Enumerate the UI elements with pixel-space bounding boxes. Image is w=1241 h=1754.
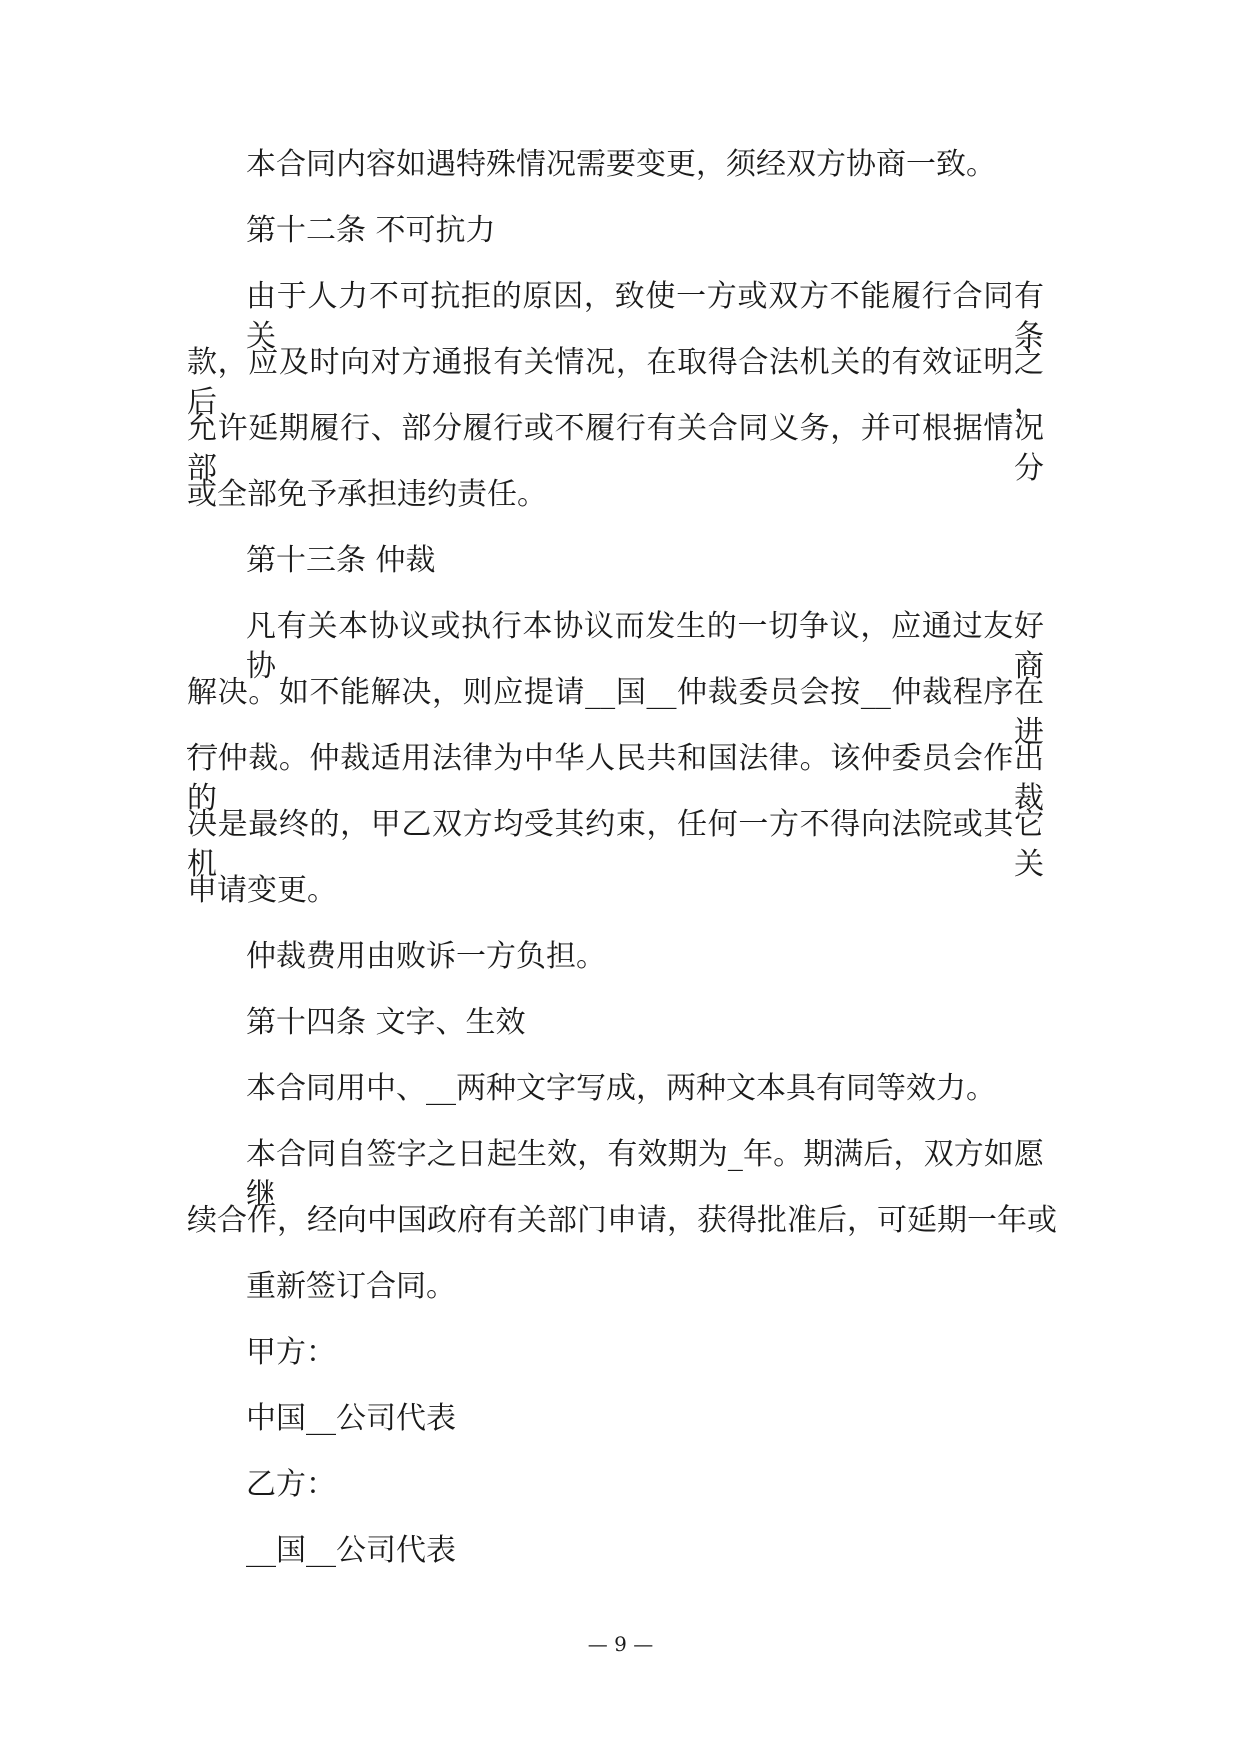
paragraph-arbitration-line-2: 解决。如不能解决，则应提请__国__仲裁委员会按__仲裁程序在__进 xyxy=(187,675,1044,750)
paragraph-force-majeure-line-3: 允许延期履行、部分履行或不履行有关合同义务，并可根据情况部分 xyxy=(187,411,1044,486)
article-12-heading: 第十二条 不可抗力 xyxy=(246,213,496,248)
paragraph-arbitration-line-3: 行仲裁。仲裁适用法律为中华人民共和国法律。该仲委员会作出的裁 xyxy=(187,741,1044,816)
paragraph-languages: 本合同用中、__两种文字写成，两种文本具有同等效力。 xyxy=(246,1071,996,1106)
party-b-label: 乙方： xyxy=(246,1467,336,1502)
paragraph-arbitration-fees: 仲裁费用由败诉一方负担。 xyxy=(246,939,606,974)
paragraph-re-sign: 重新签订合同。 xyxy=(246,1269,456,1304)
paragraph-arbitration-line-4: 决是最终的，甲乙双方均受其约束，任何一方不得向法院或其它机关 xyxy=(187,807,1044,882)
article-14-heading: 第十四条 文字、生效 xyxy=(246,1005,526,1040)
article-13-heading: 第十三条 仲裁 xyxy=(246,543,436,578)
paragraph-effective-line-1: 本合同自签字之日起生效，有效期为_年。期满后，双方如愿继 xyxy=(246,1137,1044,1212)
page-number: — 9 — xyxy=(587,1632,654,1656)
paragraph-force-majeure-line-1: 由于人力不可抗拒的原因，致使一方或双方不能履行合同有关条 xyxy=(246,279,1044,354)
paragraph-arbitration-line-5: 申请变更。 xyxy=(187,873,337,908)
paragraph-force-majeure-line-4: 或全部免予承担违约责任。 xyxy=(187,477,547,512)
party-b-representative: __国__公司代表 xyxy=(246,1533,456,1568)
paragraph-force-majeure-line-2: 款，应及时向对方通报有关情况，在取得合法机关的有效证明之后， xyxy=(187,345,1044,420)
paragraph-arbitration-line-1: 凡有关本协议或执行本协议而发生的一切争议，应通过友好协商 xyxy=(246,609,1044,684)
party-a-representative: 中国__公司代表 xyxy=(246,1401,456,1436)
paragraph-contract-change: 本合同内容如遇特殊情况需要变更，须经双方协商一致。 xyxy=(246,147,996,182)
party-a-label: 甲方： xyxy=(246,1335,336,1370)
paragraph-effective-line-2: 续合作，经向中国政府有关部门申请，获得批准后，可延期一年或 xyxy=(187,1203,1057,1238)
